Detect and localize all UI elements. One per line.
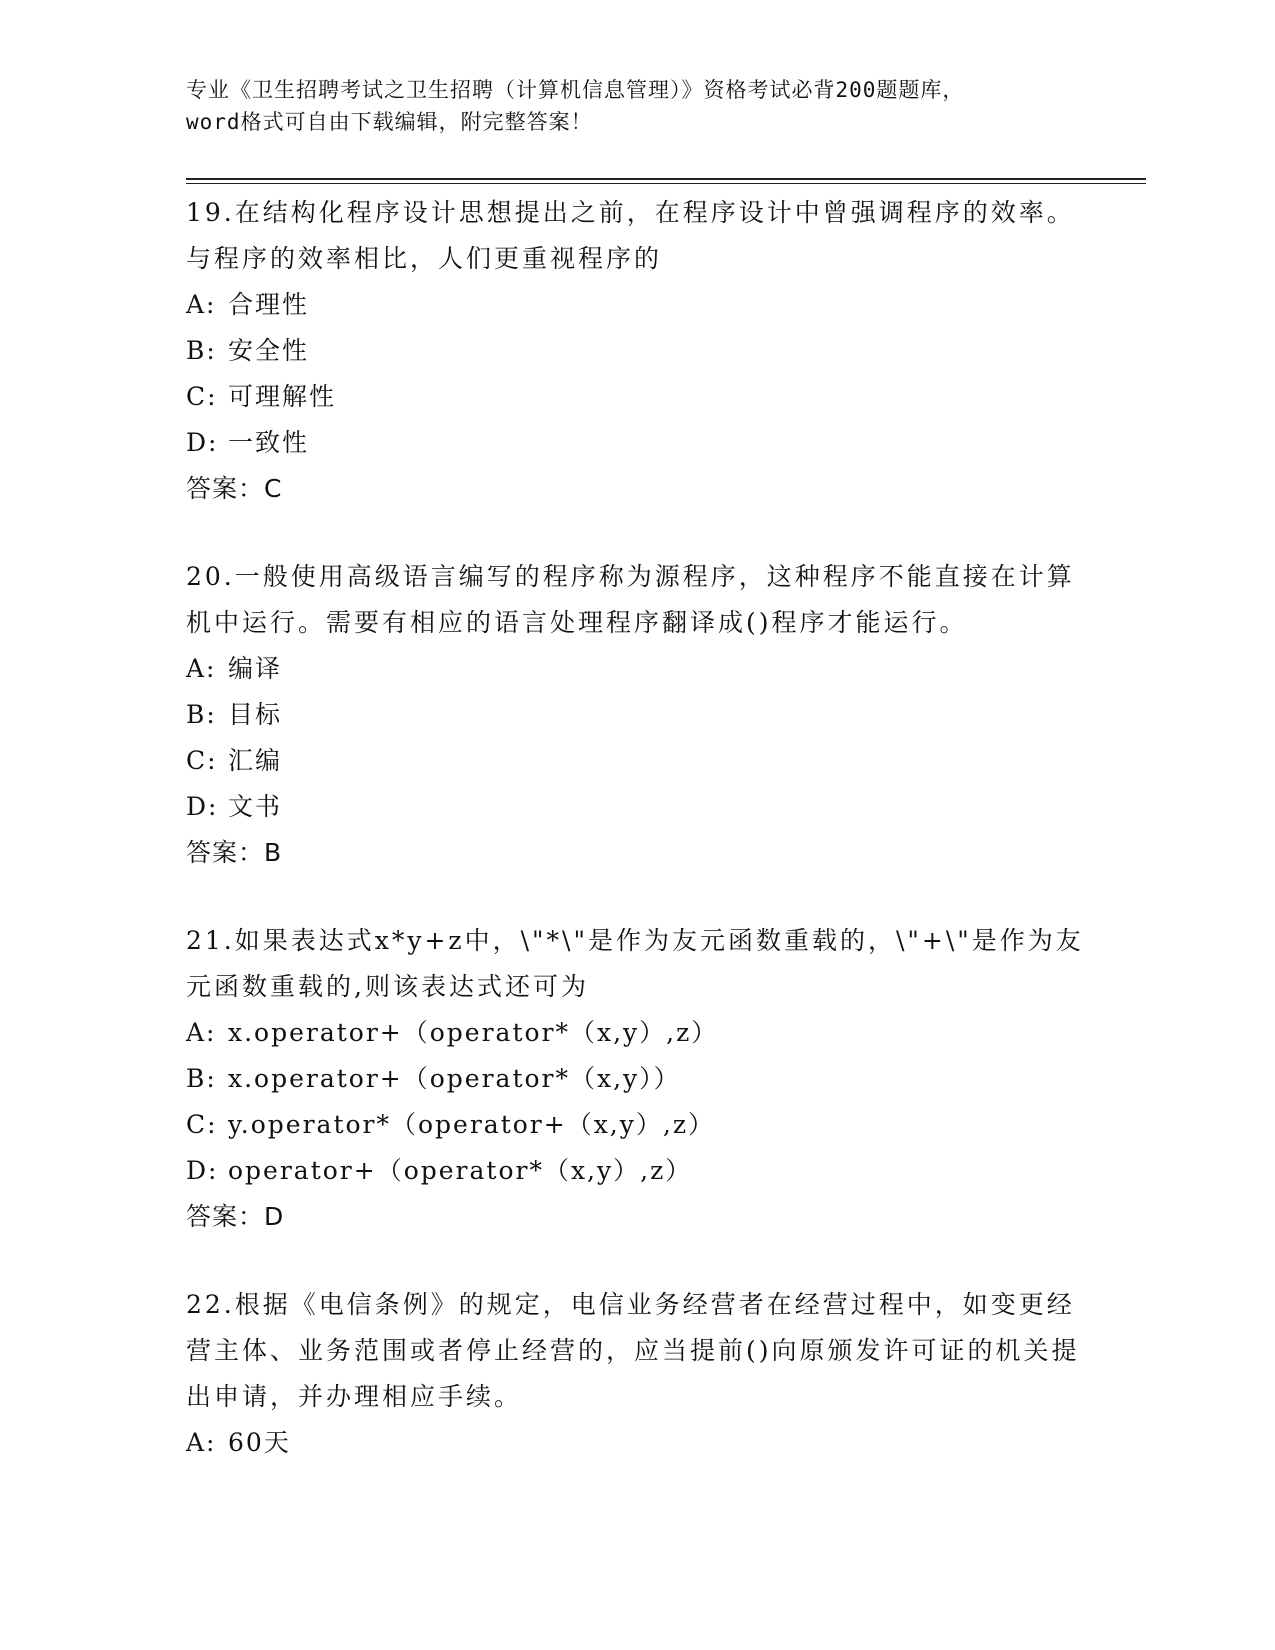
header-divider-thin bbox=[186, 183, 1146, 184]
question-text: 20.一般使用高级语言编写的程序称为源程序，这种程序不能直接在计算机中运行。需要有相应的语言处理程序翻译成()程序才能运行。 bbox=[186, 562, 1075, 637]
question-20 bbox=[186, 554, 1086, 876]
option-a bbox=[186, 646, 1086, 692]
question-text: 19.在结构化程序设计思想提出之前，在程序设计中曾强调程序的效率。与程序的效率相比，人们更重视程序的 bbox=[186, 198, 1075, 273]
option-key: A: bbox=[186, 1018, 217, 1047]
option-key: A: bbox=[186, 654, 217, 683]
option-key: A: bbox=[186, 290, 217, 319]
header-line-2: word格式可自由下载编辑，附完整答案！ bbox=[186, 110, 593, 134]
option-value: operator+（operator*（x,y）,z） bbox=[228, 1156, 693, 1185]
option-c bbox=[186, 738, 1086, 784]
answer-line: 答案：D bbox=[186, 1202, 285, 1231]
question-text: 22.根据《电信条例》的规定，电信业务经营者在经营过程中，如变更经营主体、业务范围或者停止经营的，应当提前()向原颁发许可证的机关提出申请，并办理相应手续。 bbox=[186, 1290, 1080, 1411]
option-value: 编译 bbox=[228, 654, 283, 683]
option-c bbox=[186, 1102, 1086, 1148]
option-key: D: bbox=[186, 1156, 219, 1185]
option-a bbox=[186, 282, 1086, 328]
option-key: C: bbox=[186, 382, 218, 411]
option-value: 文书 bbox=[228, 792, 283, 821]
option-value: 一致性 bbox=[228, 428, 310, 457]
option-d bbox=[186, 420, 1086, 466]
option-key: B: bbox=[186, 336, 217, 365]
question-22 bbox=[186, 1282, 1086, 1466]
option-d bbox=[186, 1148, 1086, 1194]
option-value: 60天 bbox=[228, 1428, 291, 1457]
option-b bbox=[186, 1056, 1086, 1102]
header-divider-thick bbox=[186, 178, 1146, 180]
option-value: 可理解性 bbox=[228, 382, 337, 411]
option-key: B: bbox=[186, 1064, 217, 1093]
option-value: x.operator+（operator*（x,y）,z） bbox=[228, 1018, 719, 1047]
option-value: 目标 bbox=[228, 700, 283, 729]
option-a bbox=[186, 1420, 1086, 1466]
option-b bbox=[186, 328, 1086, 374]
document-header bbox=[186, 74, 1086, 138]
option-value: 汇编 bbox=[228, 746, 283, 775]
option-value: 安全性 bbox=[228, 336, 310, 365]
option-value: x.operator+（operator*（x,y）） bbox=[228, 1064, 681, 1093]
option-key: A: bbox=[186, 1428, 217, 1457]
option-b bbox=[186, 692, 1086, 738]
question-text: 21.如果表达式x*y+z中，\"*\"是作为友元函数重载的，\"+\"是作为友元函数重载的,则该表达式还可为 bbox=[186, 926, 1084, 1001]
option-value: 合理性 bbox=[228, 290, 310, 319]
question-19 bbox=[186, 190, 1086, 512]
option-key: B: bbox=[186, 700, 217, 729]
option-key: D: bbox=[186, 428, 219, 457]
option-d bbox=[186, 784, 1086, 830]
option-key: D: bbox=[186, 792, 219, 821]
answer-line: 答案：C bbox=[186, 474, 283, 503]
option-key: C: bbox=[186, 1110, 218, 1139]
answer-line: 答案：B bbox=[186, 838, 283, 867]
option-value: y.operator*（operator+（x,y）,z） bbox=[228, 1110, 715, 1139]
question-list bbox=[186, 190, 1086, 1508]
option-a bbox=[186, 1010, 1086, 1056]
header-line-1: 专业《卫生招聘考试之卫生招聘（计算机信息管理）》资格考试必背200题题库， bbox=[186, 78, 965, 102]
question-21 bbox=[186, 918, 1086, 1240]
option-c bbox=[186, 374, 1086, 420]
option-key: C: bbox=[186, 746, 218, 775]
